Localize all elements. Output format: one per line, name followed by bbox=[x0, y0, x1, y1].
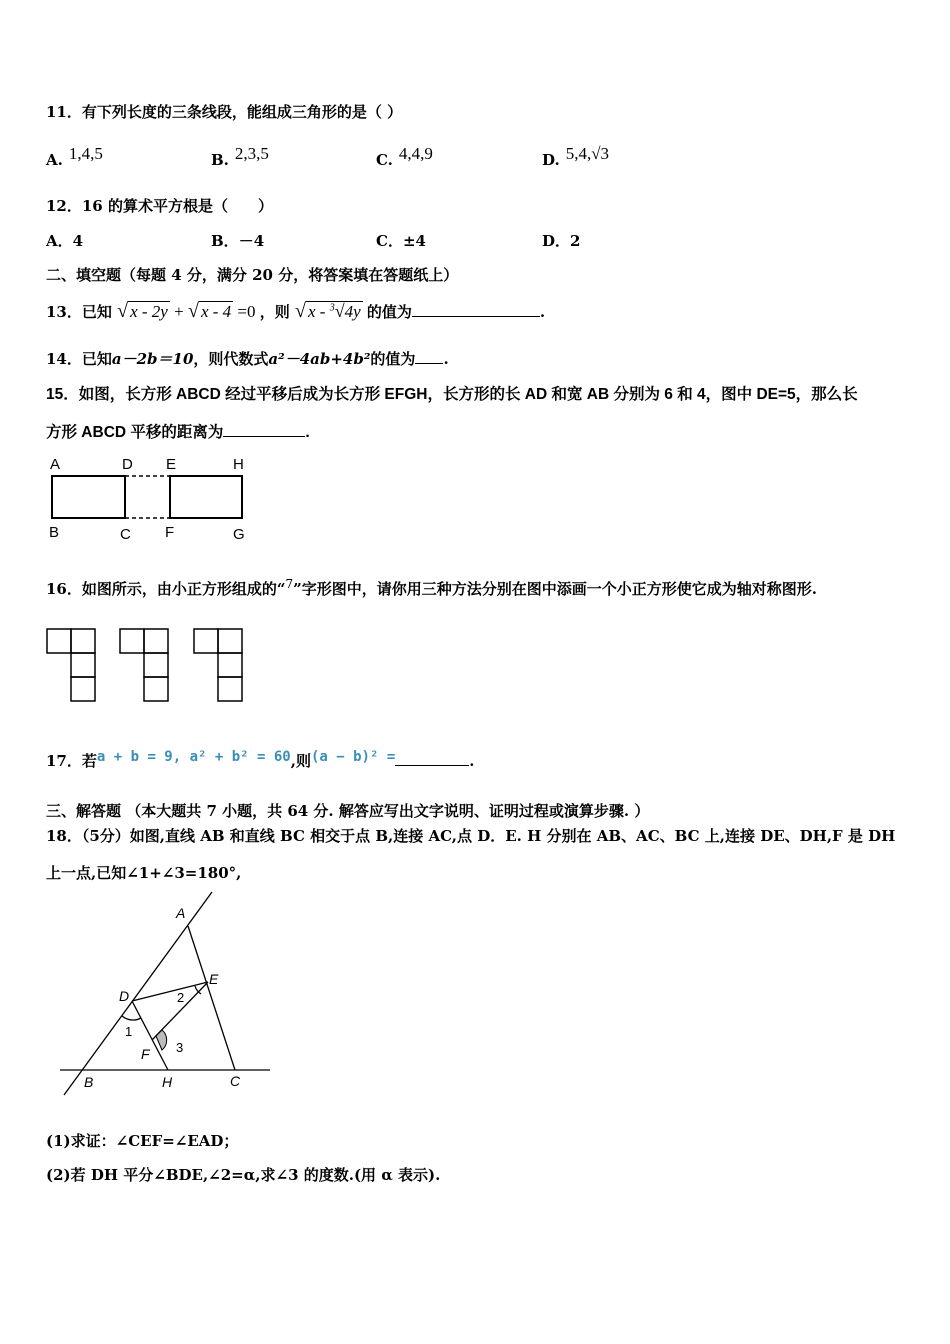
q18-line-1: 18．（5分）如图,直线 AB 和直线 BC 相交于点 B,连接 AC,点 D．E. H 分别在 AB、AC、BC 上,连接 DE、DH,F 是 DH bbox=[46, 827, 896, 845]
q12-stem: 12．16 的算术平方根是（ ） bbox=[46, 197, 273, 215]
q12-option-b[interactable]: B．－4 bbox=[211, 232, 265, 250]
seven-shape-3[interactable] bbox=[194, 629, 242, 701]
angle-label-3: 3 bbox=[176, 1040, 184, 1055]
line-ab bbox=[64, 892, 212, 1095]
q12-option-a[interactable]: A．4 bbox=[46, 232, 84, 250]
q16-stem: 16．如图所示，由小正方形组成的“$^7$”字形图中，请你用三种方法分别在图中添画一个小正方形使它成为轴对称图形. bbox=[46, 577, 818, 598]
label-f: F bbox=[141, 1046, 150, 1062]
label-c: C bbox=[230, 1073, 241, 1089]
angle-1-arc bbox=[122, 1016, 141, 1020]
label-d: D bbox=[119, 988, 130, 1004]
seven-shape-1[interactable] bbox=[47, 629, 95, 701]
q15-figure bbox=[40, 452, 260, 546]
q14-answer-blank[interactable] bbox=[415, 349, 443, 364]
label-b: B bbox=[84, 1074, 94, 1090]
q17-condition: a + b = 9, a² + b² = 60 bbox=[96, 749, 291, 765]
q14: 14．已知a－2b＝10，则代数式a²－4ab+4b²的值为 . bbox=[46, 350, 449, 368]
label-c: C bbox=[120, 526, 131, 543]
q11-option-d[interactable]: D. 5,4,√3 bbox=[542, 144, 610, 169]
q18-line-2: 上一点,已知∠1+∠3=180°, bbox=[46, 864, 242, 882]
label-d: D bbox=[122, 456, 133, 473]
q18-part-2: (2)若 DH 平分∠BDE,∠2=α,求∠3 的度数.(用 α 表示). bbox=[46, 1166, 441, 1184]
q12-option-c[interactable]: C．±4 bbox=[376, 232, 426, 250]
line-de bbox=[132, 982, 208, 1001]
angle-3-shaded-arc bbox=[156, 1030, 167, 1050]
q13-target-expression: √ x - $^3$√4y bbox=[295, 300, 361, 322]
seven-shape-2[interactable] bbox=[120, 629, 168, 701]
q17: 17．若a + b = 9, a² + b² = 60,则(a − b)² = . bbox=[46, 749, 475, 770]
label-h: H bbox=[162, 1074, 173, 1090]
label-f: F bbox=[165, 524, 175, 541]
q11-option-b[interactable]: B. 2,3,5 bbox=[211, 144, 269, 169]
q15-answer-blank[interactable] bbox=[223, 422, 305, 437]
q11-option-a[interactable]: A. 1,4,5 bbox=[46, 144, 103, 169]
label-a: A bbox=[176, 905, 186, 921]
q17-expression: (a − b)² = bbox=[310, 749, 396, 765]
q13-answer-blank[interactable] bbox=[412, 302, 540, 317]
q13: 13．已知 √ x - 2y + √ x - 4 =0 ，则 √ x - $^3$√4y 的值为 . bbox=[46, 300, 546, 322]
angle-label-1: 1 bbox=[125, 1024, 133, 1039]
section-2-heading: 二、填空题（每题 4 分，满分 20 分，将答案填在答题纸上） bbox=[46, 266, 459, 284]
q12-option-d[interactable]: D．2 bbox=[542, 232, 581, 250]
label-h: H bbox=[233, 456, 244, 473]
rectangle-efgh bbox=[170, 476, 242, 518]
label-b: B bbox=[49, 524, 60, 541]
label-e: E bbox=[209, 971, 219, 987]
q18-part-1: (1)求证：∠CEF=∠EAD； bbox=[46, 1132, 239, 1150]
section-3-heading: 三、解答题 （本大题共 7 小题，共 64 分. 解答应写出文字说明、证明过程或演算步骤. ） bbox=[46, 802, 650, 820]
q11-stem: 11．有下列长度的三条线段，能组成三角形的是（ ） bbox=[46, 103, 403, 121]
q16-figures bbox=[44, 626, 254, 706]
angle-label-2: 2 bbox=[177, 990, 185, 1005]
q17-answer-blank[interactable] bbox=[395, 751, 469, 766]
q15-line-2: 方形 ABCD 平移的距离为 . bbox=[46, 424, 310, 441]
q15-line-1: 15．如图，长方形 ABCD 经过平移后成为长方形 EFGH，长方形的长 AD 和宽 AB 分别为 6 和 4，图中 DE=5，那么长 bbox=[46, 386, 858, 403]
rectangle-abcd bbox=[52, 476, 125, 518]
label-g: G bbox=[233, 526, 245, 543]
label-a: A bbox=[50, 456, 61, 473]
line-ac bbox=[188, 926, 235, 1070]
q11-option-c[interactable]: C. 4,4,9 bbox=[376, 144, 433, 169]
q18-figure bbox=[52, 888, 278, 1100]
q13-expression: √ x - 2y + √ x - 4 =0 bbox=[117, 300, 256, 322]
label-e: E bbox=[166, 456, 177, 473]
